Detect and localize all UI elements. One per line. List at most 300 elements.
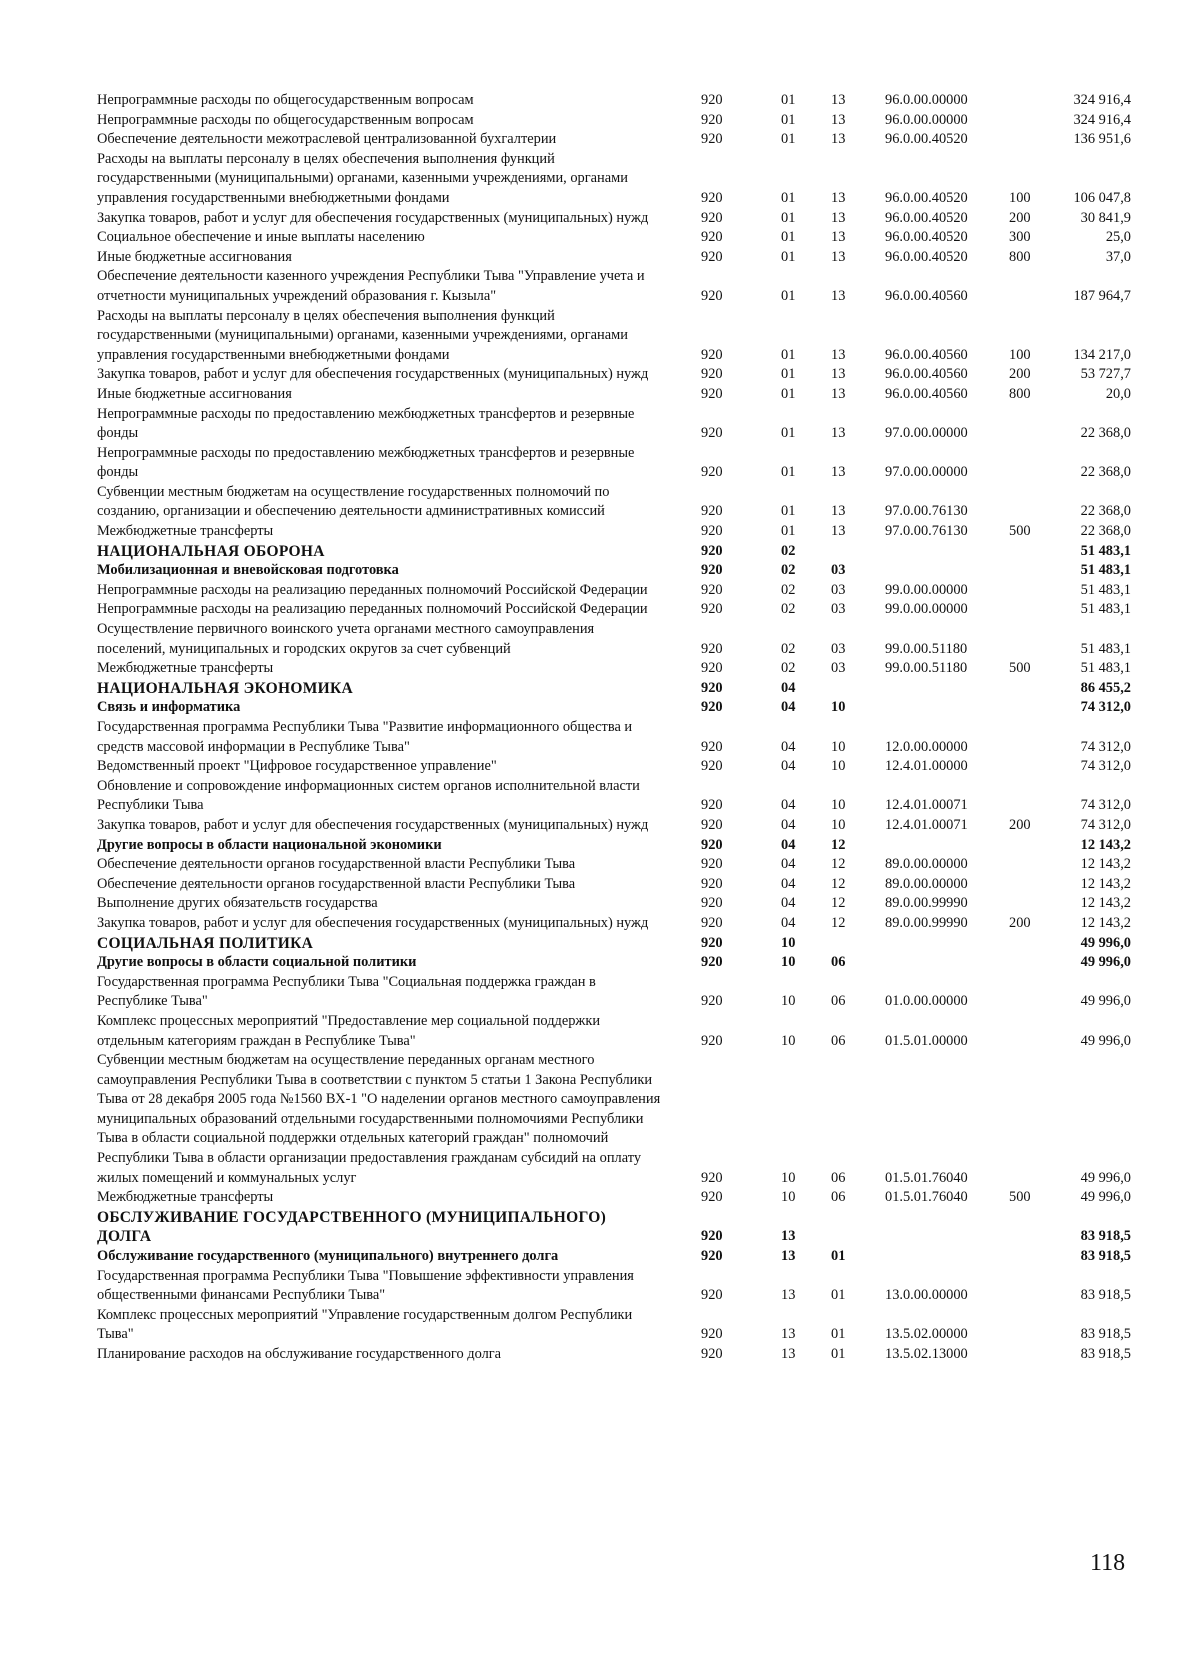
row-amount: 324 916,4 (1073, 92, 1131, 108)
row-section-code: 01 (781, 287, 796, 304)
row-ministry-code: 920 (701, 366, 723, 383)
row-subsection-code: 12 (831, 856, 846, 873)
table-row (97, 130, 1131, 150)
row-ministry-code: 920 (701, 562, 723, 579)
page-number: 118 (1090, 1550, 1126, 1576)
row-amount: 83 918,5 (1080, 1346, 1131, 1362)
row-name: Закупка товаров, работ и услуг для обеспечения государственных (муниципальных) нужд (97, 366, 649, 383)
row-name: Закупка товаров, работ и услуг для обеспечения государственных (муниципальных) нужд (97, 816, 649, 833)
row-subsection-code: 06 (831, 1189, 846, 1206)
row-amount: 74 312,0 (1080, 816, 1131, 833)
table-row (97, 914, 1131, 934)
row-ministry-code: 920 (701, 1189, 723, 1206)
row-section-code: 04 (781, 738, 796, 755)
row-name: СОЦИАЛЬНАЯ ПОЛИТИКА (97, 934, 314, 952)
table-row (97, 757, 1131, 777)
row-subsection-code: 13 (831, 92, 846, 108)
row-name: Иные бюджетные ассигнования (97, 248, 292, 265)
row-ministry-code: 920 (701, 1169, 723, 1186)
row-target-article: 96.0.00.40520 (885, 209, 968, 226)
row-subsection-code: 13 (831, 464, 846, 481)
row-target-article (885, 698, 1009, 718)
row-amount: 49 996,0 (1080, 934, 1131, 951)
row-target-article: 99.0.00.00000 (885, 581, 968, 598)
table-row (97, 777, 1131, 816)
row-subsection-code (831, 1208, 885, 1247)
row-section-code: 10 (781, 1189, 796, 1206)
row-expense-type (1009, 405, 1051, 444)
row-ministry-code: 920 (701, 189, 723, 206)
row-section-code: 01 (781, 209, 796, 226)
row-name: Государственная программа Республики Тыва "Социальная поддержка граждан в Республике Тыва" (97, 973, 596, 1010)
row-name: Межбюджетные трансферты (97, 523, 274, 540)
row-subsection-code: 03 (831, 640, 846, 657)
row-target-article: 96.0.00.40560 (885, 366, 968, 383)
row-subsection-code: 13 (831, 287, 846, 304)
row-subsection-code: 13 (831, 366, 846, 383)
row-target-article: 89.0.00.99990 (885, 895, 968, 912)
row-ministry-code: 920 (701, 699, 723, 716)
row-section-code: 01 (781, 248, 796, 265)
row-target-article: 01.0.00.00000 (885, 993, 968, 1010)
row-target-article: 13.5.02.00000 (885, 1326, 968, 1343)
row-subsection-code: 03 (831, 581, 846, 598)
row-subsection-code: 13 (831, 229, 846, 246)
row-name: Межбюджетные трансферты (97, 1189, 274, 1206)
row-amount: 30 841,9 (1080, 209, 1131, 226)
row-name: Выполнение других обязательств государства (97, 895, 378, 912)
row-subsection-code: 13 (831, 111, 846, 128)
row-section-code: 04 (781, 895, 796, 912)
row-amount: 74 312,0 (1080, 699, 1131, 716)
row-ministry-code: 920 (701, 679, 723, 696)
row-target-article: 97.0.00.00000 (885, 464, 968, 481)
row-expense-type: 800 (1009, 385, 1031, 402)
row-ministry-code: 920 (701, 1346, 723, 1362)
row-name: Субвенции местным бюджетам на осуществление переданных органам местного самоуправления Республики Тыва в соответствии с пунктом 5 статьи 1 Закона Республики Тыва от 28 декабря 2005 года №1560 ВХ-1 "О наделении органов местного самоуправления муниципальных образований отдельными государственными полномочиями Республики Тыва в области социальной поддержки отдельных категорий граждан" полномочий Республики Тыва в области организации предоставления гражданам субсидий на оплату жилых помещений и коммунальных услуг (97, 1052, 661, 1186)
row-ministry-code: 920 (701, 738, 723, 755)
row-name: Ведомственный проект "Цифровое государственное управление" (97, 758, 497, 775)
table-row (97, 1188, 1131, 1208)
row-subsection-code: 06 (831, 1169, 846, 1186)
row-section-code: 10 (781, 993, 796, 1010)
row-amount: 83 918,5 (1080, 1248, 1131, 1265)
row-subsection-code: 12 (831, 914, 846, 931)
row-expense-type: 200 (1009, 366, 1031, 383)
row-expense-type (1009, 581, 1051, 601)
row-name: НАЦИОНАЛЬНАЯ ЭКОНОМИКА (97, 679, 354, 697)
row-target-article: 97.0.00.76130 (885, 523, 968, 540)
row-target-article: 89.0.00.00000 (885, 856, 968, 873)
row-ministry-code: 920 (701, 131, 723, 148)
budget-table (97, 91, 1131, 1365)
row-section-code: 01 (781, 131, 796, 148)
row-expense-type (1009, 855, 1051, 875)
row-subsection-code: 13 (831, 131, 846, 148)
table-row (97, 385, 1131, 405)
row-target-article (885, 542, 1009, 562)
row-target-article: 13.5.02.13000 (885, 1346, 968, 1362)
row-expense-type (1009, 600, 1051, 620)
table-row (97, 483, 1131, 522)
row-name: Обслуживание государственного (муниципального) внутреннего долга (97, 1248, 559, 1265)
table-row (97, 1012, 1131, 1051)
row-subsection-code: 03 (831, 562, 846, 579)
table-row (97, 248, 1131, 268)
row-expense-type (1009, 91, 1051, 111)
row-target-article: 97.0.00.76130 (885, 503, 968, 520)
row-ministry-code: 920 (701, 581, 723, 598)
row-subsection-code: 12 (831, 836, 846, 853)
row-amount: 51 483,1 (1080, 640, 1131, 657)
table-row (97, 1345, 1131, 1365)
table-row (97, 1247, 1131, 1267)
row-name: Закупка товаров, работ и услуг для обеспечения государственных (муниципальных) нужд (97, 914, 649, 931)
row-ministry-code: 920 (701, 542, 723, 559)
row-ministry-code: 920 (701, 523, 723, 540)
row-section-code: 02 (781, 542, 796, 559)
row-name: Расходы на выплаты персоналу в целях обеспечения выполнения функций государственными (муниципальными) органами, казенными учреждениями, органами управления государственными внебюджетными фондами (97, 150, 628, 206)
row-expense-type (1009, 561, 1051, 581)
table-row (97, 816, 1131, 836)
table-row (97, 405, 1131, 444)
row-section-code: 01 (781, 92, 796, 108)
row-amount: 12 143,2 (1080, 875, 1131, 892)
row-subsection-code: 10 (831, 758, 846, 775)
row-expense-type: 800 (1009, 248, 1031, 265)
row-section-code: 02 (781, 581, 796, 598)
row-expense-type (1009, 875, 1051, 895)
row-section-code: 04 (781, 679, 796, 696)
row-target-article (885, 836, 1009, 856)
row-ministry-code: 920 (701, 346, 723, 363)
row-section-code: 10 (781, 934, 796, 951)
row-target-article: 96.0.00.40560 (885, 346, 968, 363)
row-name: Обновление и сопровождение информационных систем органов исполнительной власти Республики Тыва (97, 777, 640, 814)
row-amount: 49 996,0 (1080, 1169, 1131, 1186)
row-ministry-code: 920 (701, 1287, 723, 1304)
row-expense-type (1009, 444, 1051, 483)
row-name: Обеспечение деятельности казенного учреждения Республики Тыва "Управление учета и отчетности муниципальных учреждений образования г. Кызыла" (97, 268, 645, 304)
row-target-article: 96.0.00.40520 (885, 189, 968, 206)
row-ministry-code: 920 (701, 209, 723, 226)
table-row (97, 973, 1131, 1012)
row-name: Непрограммные расходы по предоставлению межбюджетных трансфертов и резервные фонды (97, 405, 635, 442)
row-section-code: 01 (781, 346, 796, 363)
table-row (97, 150, 1131, 209)
row-section-code: 13 (781, 1248, 796, 1265)
table-row (97, 1267, 1131, 1306)
table-row (97, 1051, 1131, 1188)
row-target-article (885, 679, 1009, 699)
row-target-article: 99.0.00.00000 (885, 601, 968, 618)
row-ministry-code: 920 (701, 660, 723, 677)
row-name: Межбюджетные трансферты (97, 660, 274, 677)
row-expense-type: 100 (1009, 346, 1031, 363)
row-amount: 20,0 (1105, 385, 1131, 402)
row-expense-type (1009, 1267, 1051, 1306)
row-name: Обеспечение деятельности межотраслевой централизованной бухгалтерии (97, 131, 557, 148)
row-subsection-code: 01 (831, 1346, 846, 1362)
table-row (97, 934, 1131, 954)
table-row (97, 91, 1131, 111)
row-name: Планирование расходов на обслуживание государственного долга (97, 1346, 502, 1362)
row-amount: 51 483,1 (1080, 581, 1131, 598)
row-amount: 12 143,2 (1080, 856, 1131, 873)
row-subsection-code: 13 (831, 523, 846, 540)
row-subsection-code: 13 (831, 248, 846, 265)
row-name: Непрограммные расходы по предоставлению межбюджетных трансфертов и резервные фонды (97, 444, 635, 481)
row-ministry-code: 920 (701, 385, 723, 402)
row-ministry-code: 920 (701, 111, 723, 128)
table-row (97, 228, 1131, 248)
row-section-code: 01 (781, 366, 796, 383)
table-row (97, 365, 1131, 385)
row-subsection-code: 13 (831, 346, 846, 363)
row-subsection-code: 13 (831, 385, 846, 402)
row-target-article: 96.0.00.40520 (885, 229, 968, 246)
row-target-article: 89.0.00.99990 (885, 914, 968, 931)
row-amount: 106 047,8 (1073, 189, 1131, 206)
row-section-code: 02 (781, 601, 796, 618)
row-target-article (885, 953, 1009, 973)
row-ministry-code: 920 (701, 229, 723, 246)
row-name: Обеспечение деятельности органов государственной власти Республики Тыва (97, 875, 576, 892)
row-section-code: 01 (781, 111, 796, 128)
row-name: Государственная программа Республики Тыва "Повышение эффективности управления общественными финансами Республики Тыва" (97, 1267, 634, 1304)
row-subsection-code: 10 (831, 797, 846, 814)
row-amount: 22 368,0 (1080, 503, 1131, 520)
row-section-code: 04 (781, 836, 796, 853)
row-expense-type (1009, 620, 1051, 659)
row-target-article (885, 1208, 1009, 1247)
row-expense-type (1009, 934, 1051, 954)
row-name: Субвенции местным бюджетам на осуществление государственных полномочий по созданию, организации и обеспечению деятельности административных комиссий (97, 483, 610, 520)
row-subsection-code: 12 (831, 895, 846, 912)
row-amount: 83 918,5 (1080, 1228, 1131, 1245)
row-section-code: 01 (781, 425, 796, 442)
row-ministry-code: 920 (701, 914, 723, 931)
row-amount: 37,0 (1105, 248, 1131, 265)
row-amount: 136 951,6 (1073, 131, 1131, 148)
row-amount: 53 727,7 (1080, 366, 1131, 383)
row-ministry-code: 920 (701, 248, 723, 265)
row-ministry-code: 920 (701, 601, 723, 618)
row-subsection-code: 10 (831, 699, 846, 716)
row-ministry-code: 920 (701, 816, 723, 833)
row-subsection-code (831, 934, 885, 954)
row-amount: 324 916,4 (1073, 111, 1131, 128)
row-ministry-code: 920 (701, 1326, 723, 1343)
table-row (97, 718, 1131, 757)
row-target-article: 99.0.00.51180 (885, 640, 968, 657)
row-section-code: 01 (781, 385, 796, 402)
row-amount: 86 455,2 (1080, 679, 1131, 696)
row-expense-type: 500 (1009, 660, 1031, 677)
table-row (97, 561, 1131, 581)
row-section-code: 04 (781, 875, 796, 892)
table-row (97, 894, 1131, 914)
row-expense-type (1009, 111, 1051, 131)
row-subsection-code: 03 (831, 660, 846, 677)
row-expense-type (1009, 777, 1051, 816)
table-row (97, 875, 1131, 895)
row-target-article: 96.0.00.40520 (885, 131, 968, 148)
row-name: Комплекс процессных мероприятий "Управление государственным долгом Республики Тыва" (97, 1306, 633, 1343)
row-expense-type: 300 (1009, 229, 1031, 246)
row-target-article: 97.0.00.00000 (885, 425, 968, 442)
row-section-code: 01 (781, 503, 796, 520)
table-row (97, 522, 1131, 542)
row-section-code: 01 (781, 189, 796, 206)
row-expense-type (1009, 130, 1051, 150)
row-expense-type (1009, 757, 1051, 777)
row-target-article: 96.0.00.40520 (885, 248, 968, 265)
row-expense-type: 500 (1009, 1189, 1031, 1206)
row-subsection-code: 06 (831, 954, 846, 971)
row-amount: 83 918,5 (1080, 1326, 1131, 1343)
row-section-code: 04 (781, 816, 796, 833)
row-name: Иные бюджетные ассигнования (97, 385, 292, 402)
row-ministry-code: 920 (701, 895, 723, 912)
row-target-article: 96.0.00.40560 (885, 385, 968, 402)
row-target-article: 96.0.00.00000 (885, 92, 968, 108)
table-row (97, 836, 1131, 856)
row-name: Расходы на выплаты персоналу в целях обеспечения выполнения функций государственными (муниципальными) органами, казенными учреждениями, органами управления государственными внебюджетными фондами (97, 307, 628, 363)
row-ministry-code: 920 (701, 425, 723, 442)
row-amount: 12 143,2 (1080, 836, 1131, 853)
row-section-code: 02 (781, 640, 796, 657)
row-section-code: 04 (781, 914, 796, 931)
table-row (97, 267, 1131, 306)
row-subsection-code: 13 (831, 189, 846, 206)
row-subsection-code: 13 (831, 209, 846, 226)
row-name: Комплекс процессных мероприятий "Предоставление мер социальной поддержки отдельным категориям граждан в Республике Тыва" (97, 1012, 601, 1049)
row-section-code: 13 (781, 1228, 796, 1245)
row-amount: 51 483,1 (1080, 660, 1131, 677)
row-name: Обеспечение деятельности органов государственной власти Республики Тыва (97, 856, 576, 873)
row-target-article: 12.4.01.00071 (885, 816, 968, 833)
row-amount: 12 143,2 (1080, 895, 1131, 912)
row-expense-type (1009, 267, 1051, 306)
table-row (97, 679, 1131, 699)
row-name: Закупка товаров, работ и услуг для обеспечения государственных (муниципальных) нужд (97, 209, 649, 226)
row-amount: 74 312,0 (1080, 758, 1131, 775)
table-row (97, 1208, 1131, 1247)
row-expense-type (1009, 1051, 1051, 1188)
row-subsection-code: 12 (831, 875, 846, 892)
table-row (97, 581, 1131, 601)
row-ministry-code: 920 (701, 758, 723, 775)
row-name: Непрограммные расходы по общегосударственным вопросам (97, 92, 474, 108)
row-target-article (885, 934, 1009, 954)
row-amount: 22 368,0 (1080, 523, 1131, 540)
row-section-code: 02 (781, 562, 796, 579)
row-expense-type (1009, 1306, 1051, 1345)
table-row (97, 209, 1131, 229)
table-row (97, 698, 1131, 718)
row-subsection-code: 13 (831, 503, 846, 520)
table-row (97, 111, 1131, 131)
row-section-code: 13 (781, 1346, 796, 1362)
row-expense-type: 500 (1009, 523, 1031, 540)
row-expense-type: 200 (1009, 209, 1031, 226)
row-section-code: 04 (781, 797, 796, 814)
row-section-code: 13 (781, 1287, 796, 1304)
row-ministry-code: 920 (701, 836, 723, 853)
row-expense-type (1009, 1208, 1051, 1247)
row-amount: 51 483,1 (1080, 562, 1131, 579)
table-row (97, 953, 1131, 973)
row-subsection-code: 03 (831, 601, 846, 618)
row-expense-type: 200 (1009, 914, 1031, 931)
row-expense-type (1009, 836, 1051, 856)
row-amount: 74 312,0 (1080, 797, 1131, 814)
row-expense-type (1009, 542, 1051, 562)
row-target-article (885, 1247, 1009, 1267)
row-name: Мобилизационная и вневойсковая подготовка (97, 562, 399, 579)
row-expense-type (1009, 1247, 1051, 1267)
row-ministry-code: 920 (701, 1228, 723, 1245)
row-name: Государственная программа Республики Тыва "Развитие информационного общества и средств массовой информации в Республике Тыва" (97, 719, 633, 755)
row-subsection-code: 10 (831, 738, 846, 755)
row-amount: 83 918,5 (1080, 1287, 1131, 1304)
row-ministry-code: 920 (701, 993, 723, 1010)
row-section-code: 04 (781, 856, 796, 873)
table-row (97, 620, 1131, 659)
row-target-article: 12.4.01.00000 (885, 758, 968, 775)
row-section-code: 04 (781, 699, 796, 716)
row-expense-type (1009, 1345, 1051, 1365)
row-ministry-code: 920 (701, 640, 723, 657)
table-row (97, 659, 1131, 679)
row-name: ОБСЛУЖИВАНИЕ ГОСУДАРСТВЕННОГО (МУНИЦИПАЛЬНОГО) ДОЛГА (97, 1208, 607, 1246)
row-ministry-code: 920 (701, 92, 723, 108)
row-section-code: 10 (781, 1169, 796, 1186)
row-subsection-code (831, 679, 885, 699)
row-name: Другие вопросы в области социальной политики (97, 954, 417, 971)
table-row (97, 1306, 1131, 1345)
row-subsection-code: 06 (831, 1032, 846, 1049)
row-ministry-code: 920 (701, 797, 723, 814)
row-amount: 51 483,1 (1080, 601, 1131, 618)
budget-table-body (97, 91, 1131, 1365)
row-subsection-code: 10 (831, 816, 846, 833)
row-subsection-code: 01 (831, 1248, 846, 1265)
row-amount: 134 217,0 (1073, 346, 1131, 363)
row-name: Социальное обеспечение и иные выплаты населению (97, 229, 425, 246)
row-ministry-code: 920 (701, 287, 723, 304)
row-target-article: 89.0.00.00000 (885, 875, 968, 892)
row-name: Другие вопросы в области национальной экономики (97, 836, 442, 853)
table-row (97, 307, 1131, 366)
row-expense-type (1009, 1012, 1051, 1051)
row-name: Непрограммные расходы по общегосударственным вопросам (97, 111, 474, 128)
row-name: Непрограммные расходы на реализацию переданных полномочий Российской Федерации (97, 581, 648, 598)
row-target-article: 96.0.00.00000 (885, 111, 968, 128)
row-name: Связь и информатика (97, 699, 241, 716)
row-expense-type (1009, 894, 1051, 914)
row-amount: 49 996,0 (1080, 1189, 1131, 1206)
row-ministry-code: 920 (701, 856, 723, 873)
row-target-article: 12.4.01.00071 (885, 797, 968, 814)
row-ministry-code: 920 (701, 1032, 723, 1049)
row-subsection-code: 01 (831, 1287, 846, 1304)
row-amount: 22 368,0 (1080, 425, 1131, 442)
row-section-code: 01 (781, 464, 796, 481)
row-amount: 12 143,2 (1080, 914, 1131, 931)
table-row (97, 444, 1131, 483)
